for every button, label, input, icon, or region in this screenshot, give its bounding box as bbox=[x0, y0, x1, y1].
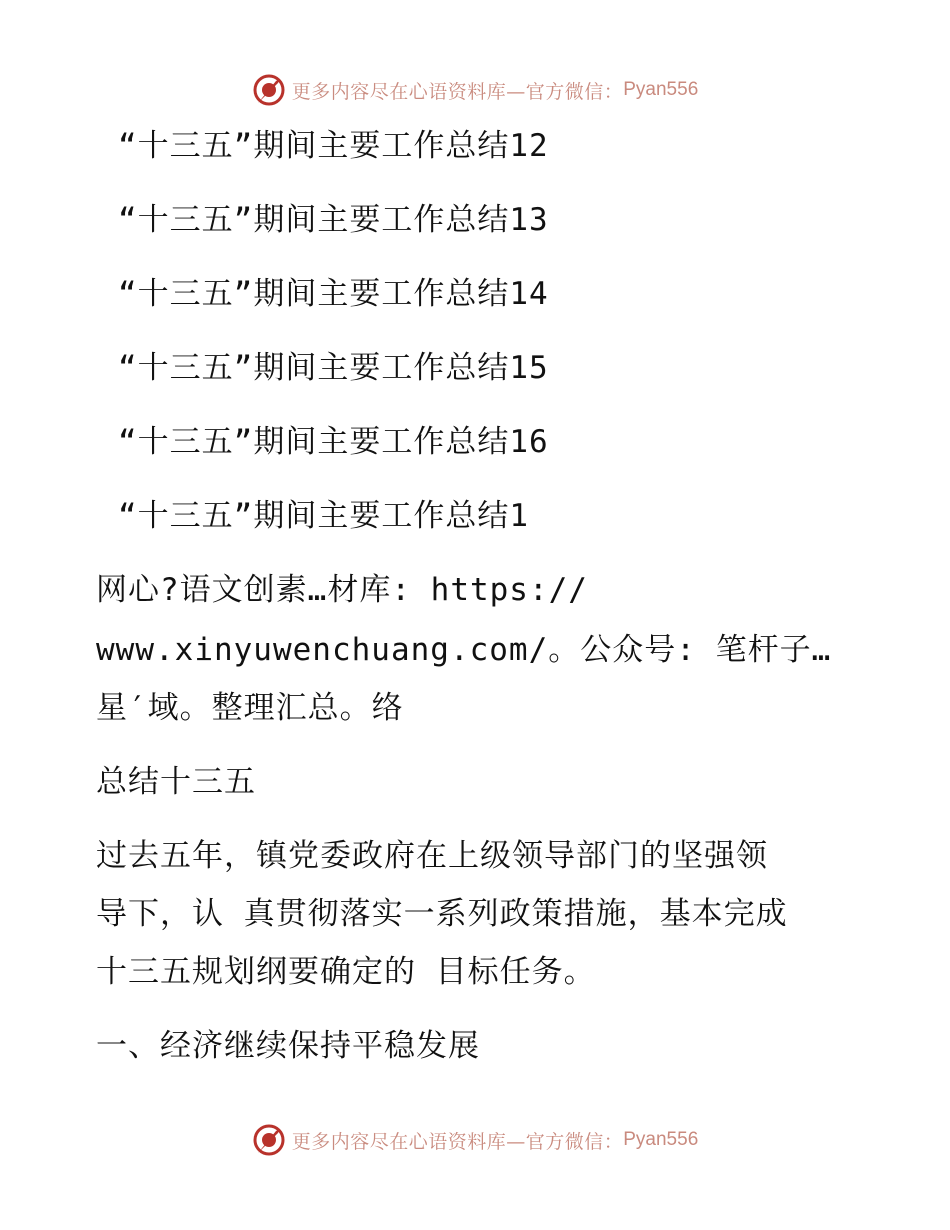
notice-line: 星′域。整理汇总。络 bbox=[96, 690, 404, 726]
intro-line: 过去五年，镇党委政府在上级领导部门的坚强领 bbox=[96, 838, 768, 874]
watermark-text: 更多内容尽在心语资料库—官方微信： bbox=[291, 1130, 624, 1153]
intro-line: 十三五规划纲要确定的 目标任务。 bbox=[96, 954, 596, 990]
notice-line: 网心?语文创素…材库: https:// bbox=[96, 572, 588, 608]
quill-logo-icon bbox=[252, 73, 286, 107]
quill-logo-icon bbox=[252, 1123, 286, 1157]
toc-entry: “十三五”期间主要工作总结16 bbox=[118, 424, 549, 460]
footer-watermark bbox=[0, 1120, 950, 1160]
header-watermark bbox=[0, 70, 950, 110]
toc-entry: “十三五”期间主要工作总结13 bbox=[118, 202, 549, 238]
intro-line: 导下，认 真贯彻落实一系列政策措施，基本完成 bbox=[96, 896, 788, 932]
heading-1: 一、经济继续保持平稳发展 bbox=[96, 1028, 480, 1064]
watermark-handle: Pyan556 bbox=[623, 1129, 699, 1150]
watermark-handle: Pyan556 bbox=[623, 79, 699, 100]
toc-entry: “十三五”期间主要工作总结14 bbox=[118, 276, 549, 312]
notice-line: www.xinyuwenchuang.com/。公众号: 笔杆子… bbox=[96, 632, 832, 668]
watermark-text: 更多内容尽在心语资料库—官方微信： bbox=[291, 80, 624, 103]
section-title: 总结十三五 bbox=[96, 764, 256, 800]
toc-entry: “十三五”期间主要工作总结1 bbox=[118, 498, 529, 534]
toc-entry: “十三五”期间主要工作总结15 bbox=[118, 350, 549, 386]
toc-entry: “十三五”期间主要工作总结12 bbox=[118, 128, 549, 164]
